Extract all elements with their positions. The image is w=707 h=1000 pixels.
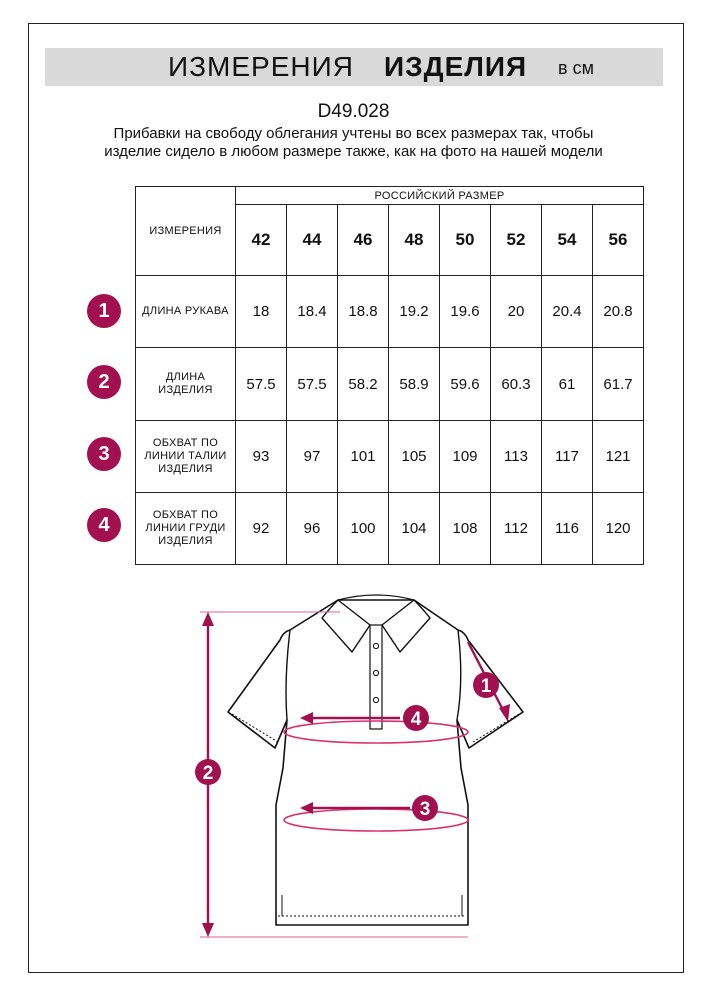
measurement-value: 20.4 xyxy=(542,276,593,348)
measurement-value: 58.9 xyxy=(389,348,440,421)
header-title-measurements: ИЗМЕРЕНИЯ xyxy=(168,51,354,82)
measurement-value: 101 xyxy=(338,421,389,493)
measurement-value: 19.6 xyxy=(440,276,491,348)
measurement-value: 18.4 xyxy=(287,276,338,348)
measurement-value: 97 xyxy=(287,421,338,493)
measurement-label-line: ДЛИНА xyxy=(165,371,206,383)
chest-arrow-head xyxy=(300,712,313,724)
size-header-cell: 50 xyxy=(440,205,491,276)
row-number-badge: 1 xyxy=(87,294,121,328)
measurement-value: 105 xyxy=(389,421,440,493)
measurement-value: 112 xyxy=(491,493,542,565)
size-header-cell: 52 xyxy=(491,205,542,276)
fit-note: Прибавки на свободу облегания учтены во всех размерах так, чтобы изделие сидело в любом размере также, как на фото на нашей модели xyxy=(104,125,603,160)
measurement-label-line: ЛИНИИ ТАЛИИ xyxy=(144,450,227,462)
header-unit: в см xyxy=(558,58,594,78)
row-number-badge: 2 xyxy=(87,365,121,399)
collar-left xyxy=(322,600,370,652)
measurement-value: 57.5 xyxy=(287,348,338,421)
measurement-value: 57.5 xyxy=(236,348,287,421)
row-number-badge: 4 xyxy=(87,508,121,542)
measurement-value: 116 xyxy=(542,493,593,565)
measurement-label-line: ИЗДЕЛИЯ xyxy=(158,384,213,396)
measure-header: ИЗМЕРЕНИЯ xyxy=(136,187,236,276)
size-header-cell: 54 xyxy=(542,205,593,276)
collar-right xyxy=(382,600,430,652)
right-sleeve-seam xyxy=(457,630,461,720)
measurement-value: 58.2 xyxy=(338,348,389,421)
measurement-label-line: ОБХВАТ ПО xyxy=(152,509,219,521)
measurement-value: 100 xyxy=(338,493,389,565)
row-number-badge: 3 xyxy=(87,437,121,471)
measurement-value: 117 xyxy=(542,421,593,493)
length-arrow-head-bottom xyxy=(202,923,214,937)
measurement-label-line: ИЗДЕЛИЯ xyxy=(158,463,213,475)
measurement-value: 113 xyxy=(491,421,542,493)
measurement-value: 92 xyxy=(236,493,287,565)
marker-3-label: 3 xyxy=(419,799,431,820)
measurement-value: 20 xyxy=(491,276,542,348)
size-header-cell: 48 xyxy=(389,205,440,276)
product-code: D49.028 xyxy=(317,101,390,122)
measurement-value: 109 xyxy=(440,421,491,493)
measurement-value: 59.6 xyxy=(440,348,491,421)
measurement-value: 61.7 xyxy=(593,348,644,421)
measurement-label-line: ДЛИНА РУКАВА xyxy=(142,305,229,317)
size-header-cell: 44 xyxy=(287,205,338,276)
header-title-product: ИЗДЕЛИЯ xyxy=(384,51,528,82)
measurement-label-line: ОБХВАТ ПО xyxy=(152,437,219,449)
measurement-value: 104 xyxy=(389,493,440,565)
right-sleeve-hem xyxy=(473,714,519,742)
size-group-header: РОССИЙСКИЙ РАЗМЕР xyxy=(236,187,644,205)
marker-1 xyxy=(473,672,499,698)
measurement-value: 108 xyxy=(440,493,491,565)
left-sleeve-hem xyxy=(232,714,278,742)
size-header-cell: 56 xyxy=(593,205,644,276)
measurement-value: 20.8 xyxy=(593,276,644,348)
size-header-cell: 46 xyxy=(338,205,389,276)
marker-4-label: 4 xyxy=(410,709,422,730)
measurement-value: 121 xyxy=(593,421,644,493)
measurement-label-line: ИЗДЕЛИЯ xyxy=(158,535,213,547)
marker-2 xyxy=(195,759,221,785)
measurement-label-line: ЛИНИИ ГРУДИ xyxy=(145,522,226,534)
size-header-cell: 42 xyxy=(236,205,287,276)
marker-1-label: 1 xyxy=(480,676,492,697)
measurement-value: 19.2 xyxy=(389,276,440,348)
measurement-value: 61 xyxy=(542,348,593,421)
measurement-value: 60.3 xyxy=(491,348,542,421)
measurement-value: 96 xyxy=(287,493,338,565)
measurement-value: 18.8 xyxy=(338,276,389,348)
marker-2-label: 2 xyxy=(202,763,214,784)
measurement-value: 120 xyxy=(593,493,644,565)
length-arrow-head-top xyxy=(202,612,214,626)
measurement-value: 18 xyxy=(236,276,287,348)
left-sleeve-seam xyxy=(286,630,290,720)
measurement-value: 93 xyxy=(236,421,287,493)
marker-4 xyxy=(403,705,429,731)
marker-3 xyxy=(412,795,438,821)
placket xyxy=(370,625,382,729)
